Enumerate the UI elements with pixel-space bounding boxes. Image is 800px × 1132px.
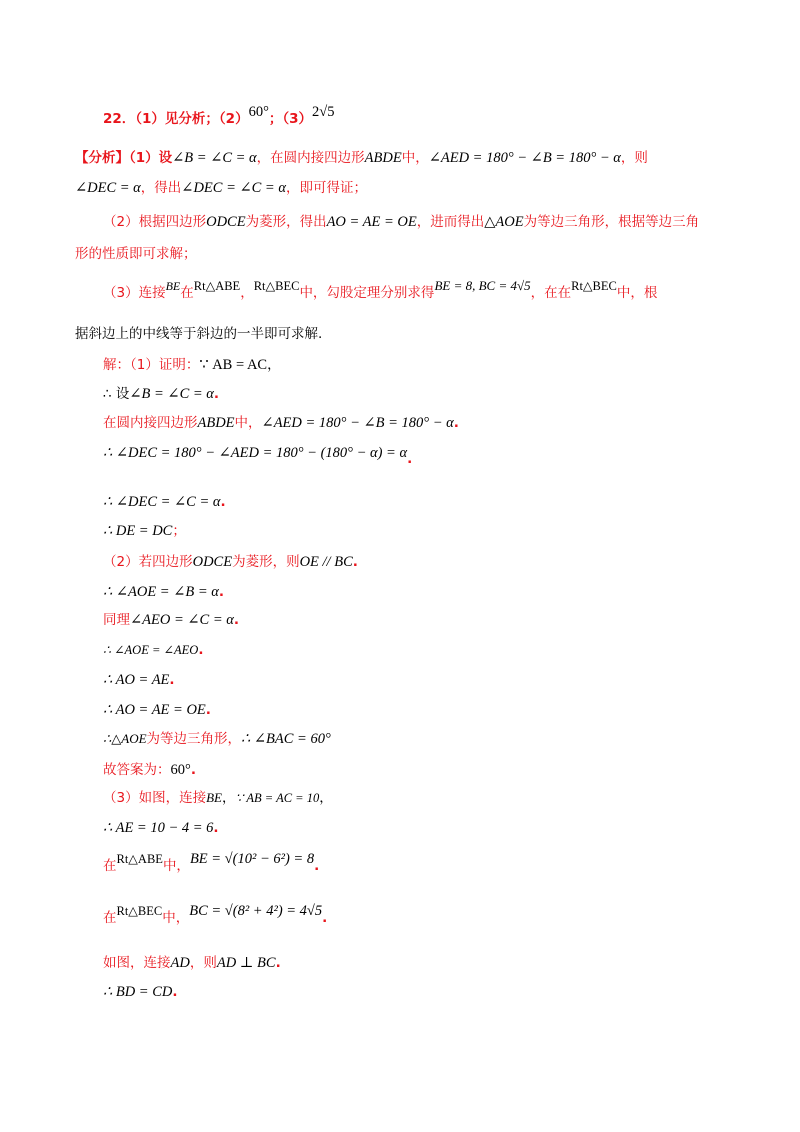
solution-line-19: 如图，连接AD，则AD ⊥ BC. — [103, 955, 281, 971]
answer-sep: ；（3） — [268, 111, 313, 127]
solution-line-7: （2）若四边形ODCE为菱形，则OE // BC. — [103, 554, 358, 570]
solution-line-17: 在Rt△ABE中，BE = √(10² − 6²) = 8. — [103, 851, 320, 874]
analysis-line-4: 形的性质即可求解； — [75, 246, 197, 262]
answer-2: 60° — [248, 104, 269, 120]
solution-line-14: 故答案为：60°. — [103, 762, 196, 778]
analysis-line-1: 【分析】（1）设∠B = ∠C = α，在圆内接四边形ABDE中，∠AED = 180° − ∠B = 180° − α，则 — [75, 150, 648, 166]
solution-line-20: ∴ BD = CD. — [103, 984, 178, 1000]
solution-line-5: ∴ ∠DEC = ∠C = α. — [103, 494, 226, 510]
analysis-line-5: （3）连接BE在Rt△ABE，Rt△BEC中，勾股定理分别求得BE = 8, BC = 4√5，在在Rt△BEC中，根 — [103, 278, 658, 301]
analysis-line-2: ∠DEC = α，得出∠DEC = ∠C = α，即可得证； — [75, 180, 367, 196]
solution-line-8: ∴ ∠AOE = ∠B = α. — [103, 584, 225, 600]
solution-line-10: ∴ ∠AOE = ∠AEO. — [103, 642, 204, 658]
solution-line-16: ∴ AE = 10 − 4 = 6. — [103, 820, 219, 836]
solution-line-6: ∴ DE = DC； — [103, 523, 186, 539]
solution-line-9: 同理∠AEO = ∠C = α. — [103, 612, 239, 628]
solution-line-2: ∴ 设∠B = ∠C = α. — [103, 386, 220, 402]
solution-line-15: （3）如图，连接BE，∵ AB = AC = 10， — [103, 790, 333, 806]
solution-line-12: ∴ AO = AE = OE. — [103, 702, 211, 718]
solution-line-13: ∴△AOE为等边三角形，∴ ∠BAC = 60° — [103, 731, 331, 747]
answer-3: 2√5 — [312, 104, 335, 120]
solution-line-3: 在圆内接四边形ABDE中，∠AED = 180° − ∠B = 180° − α. — [103, 415, 459, 431]
solution-line-4: ∴ ∠DEC = 180° − ∠AED = 180° − (180° − α) = α. — [103, 445, 413, 467]
answer-prefix: 22．（1）见分析；（2） — [103, 111, 249, 127]
solution-line-11: ∴ AO = AE. — [103, 672, 175, 688]
analysis-line-3: （2）根据四边形ODCE为菱形，得出AO = AE = OE，进而得出△AOE为等边三角形，根据等边三角 — [103, 214, 700, 230]
solution-line-18: 在Rt△BEC中，BC = √(8² + 4²) = 4√5. — [103, 903, 328, 926]
solution-line-1: 解：（1）证明：∵ AB = AC， — [103, 357, 281, 373]
analysis-line-6: 据斜边上的中线等于斜边的一半即可求解. — [75, 326, 323, 342]
answer-summary — [103, 104, 335, 129]
